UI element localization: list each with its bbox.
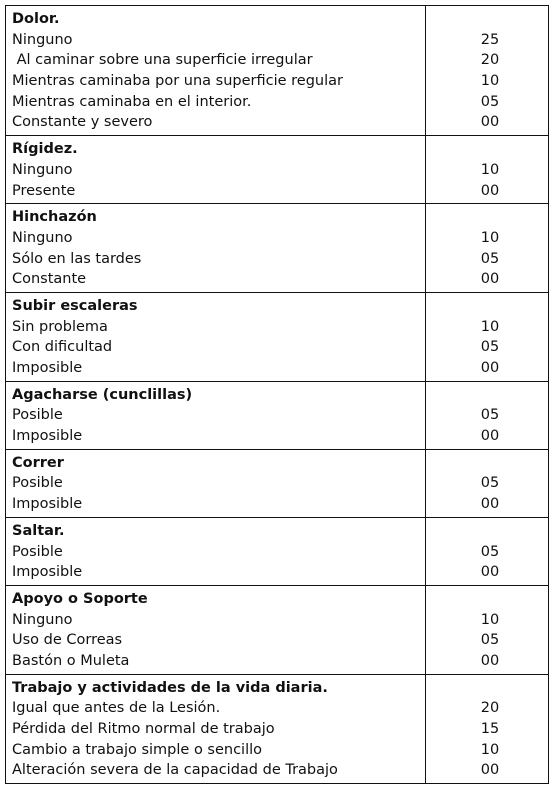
item-score: 20 xyxy=(480,700,500,717)
item-score: 00 xyxy=(480,428,500,445)
item-score: 05 xyxy=(480,543,500,560)
item-label: Sólo en las tardes xyxy=(12,250,142,267)
section-score-cell xyxy=(426,6,549,136)
item-label: Igual que antes de la Lesión. xyxy=(12,700,221,717)
section-label-cell xyxy=(6,585,426,674)
title-spacer xyxy=(426,296,548,317)
section-score-cell xyxy=(426,674,549,783)
section-title: Saltar. xyxy=(12,522,65,539)
section-label-cell xyxy=(6,449,426,517)
item-label: Imposible xyxy=(12,496,83,513)
section-agacharse xyxy=(6,381,549,449)
item-label: Cambio a trabajo simple o sencillo xyxy=(12,741,263,758)
item-score: 00 xyxy=(480,271,500,288)
section-title: Correr xyxy=(12,454,64,471)
item-label: Bastón o Muleta xyxy=(12,652,130,669)
item-score: 05 xyxy=(480,407,500,424)
item-score: 10 xyxy=(480,611,500,628)
section-title: Subir escaleras xyxy=(12,297,138,314)
title-spacer xyxy=(426,385,548,406)
item-label: Mientras caminaba en el interior. xyxy=(12,93,252,110)
item-label: Mientras caminaba por una superficie regular xyxy=(12,73,343,90)
item-label: Ninguno xyxy=(12,611,73,628)
item-score: 10 xyxy=(480,741,500,758)
section-label-cell xyxy=(6,292,426,381)
item-label: Imposible xyxy=(12,428,83,445)
item-label: Posible xyxy=(12,475,63,492)
scoring-sheet xyxy=(5,5,548,797)
section-label-cell xyxy=(6,204,426,293)
item-label: Constante y severo xyxy=(12,114,153,131)
scoring-table xyxy=(5,5,549,784)
title-spacer xyxy=(426,9,548,30)
section-title: Hinchazón xyxy=(12,209,97,226)
title-spacer xyxy=(426,521,548,542)
item-score: 00 xyxy=(480,496,500,513)
item-label: Ninguno xyxy=(12,31,73,48)
item-score: 05 xyxy=(480,339,500,356)
section-subir-escaleras xyxy=(6,292,549,381)
section-apoyo-soporte xyxy=(6,585,549,674)
item-label: Sin problema xyxy=(12,318,108,335)
item-score: 15 xyxy=(480,721,500,737)
section-score-cell xyxy=(426,517,549,585)
item-label: Ninguno xyxy=(12,161,73,178)
section-correr xyxy=(6,449,549,517)
item-score: 25 xyxy=(480,31,500,48)
section-label-cell xyxy=(6,381,426,449)
section-dolor xyxy=(6,6,549,136)
item-score: 20 xyxy=(480,52,500,69)
item-score: 10 xyxy=(480,73,500,90)
section-title: Apoyo o Soporte xyxy=(12,590,148,607)
section-title: Rígidez. xyxy=(12,141,78,158)
section-score-cell xyxy=(426,292,549,381)
title-spacer xyxy=(426,453,548,474)
item-score: 00 xyxy=(480,114,500,131)
item-label: Pérdida del Ritmo normal de trabajo xyxy=(12,721,275,737)
item-label: Con dificultad xyxy=(12,339,113,356)
section-label-cell xyxy=(6,6,426,136)
title-spacer xyxy=(426,207,548,228)
section-label-cell xyxy=(6,517,426,585)
item-label: Presente xyxy=(12,182,76,199)
title-spacer xyxy=(426,139,548,160)
item-score: 05 xyxy=(480,250,500,267)
item-label: Imposible xyxy=(12,564,83,581)
section-saltar xyxy=(6,517,549,585)
item-label: Constante xyxy=(12,271,87,288)
section-rigidez xyxy=(6,136,549,204)
item-score: 05 xyxy=(480,632,500,649)
item-label: Al caminar sobre una superficie irregular xyxy=(12,52,313,69)
title-spacer xyxy=(426,589,548,610)
section-title: Trabajo y actividades de la vida diaria. xyxy=(12,679,328,696)
section-score-cell xyxy=(426,136,549,204)
item-label: Ninguno xyxy=(12,229,73,246)
item-score: 05 xyxy=(480,93,500,110)
item-label: Posible xyxy=(12,407,63,424)
item-score: 10 xyxy=(480,229,500,246)
item-label: Imposible xyxy=(12,360,83,376)
section-score-cell xyxy=(426,585,549,674)
item-score: 10 xyxy=(480,318,500,335)
section-score-cell xyxy=(426,449,549,517)
section-label-cell xyxy=(6,136,426,204)
section-score-cell xyxy=(426,204,549,293)
item-score: 10 xyxy=(480,161,500,178)
item-label: Posible xyxy=(12,543,63,560)
item-score: 05 xyxy=(480,475,500,492)
item-score: 00 xyxy=(480,652,500,669)
item-score: 00 xyxy=(480,762,500,779)
title-spacer xyxy=(426,678,548,699)
section-title: Agacharse (cunclillas) xyxy=(12,386,193,403)
section-label-cell xyxy=(6,674,426,783)
item-label: Uso de Correas xyxy=(12,632,123,649)
section-hinchazon xyxy=(6,204,549,293)
item-score: 00 xyxy=(480,564,500,581)
section-trabajo-actividades xyxy=(6,674,549,783)
section-score-cell xyxy=(426,381,549,449)
section-title: Dolor. xyxy=(12,11,60,27)
item-score: 00 xyxy=(480,182,500,199)
item-score: 00 xyxy=(480,360,500,376)
item-label: Alteración severa de la capacidad de Trabajo xyxy=(12,762,338,779)
scoring-table-body xyxy=(6,6,549,784)
